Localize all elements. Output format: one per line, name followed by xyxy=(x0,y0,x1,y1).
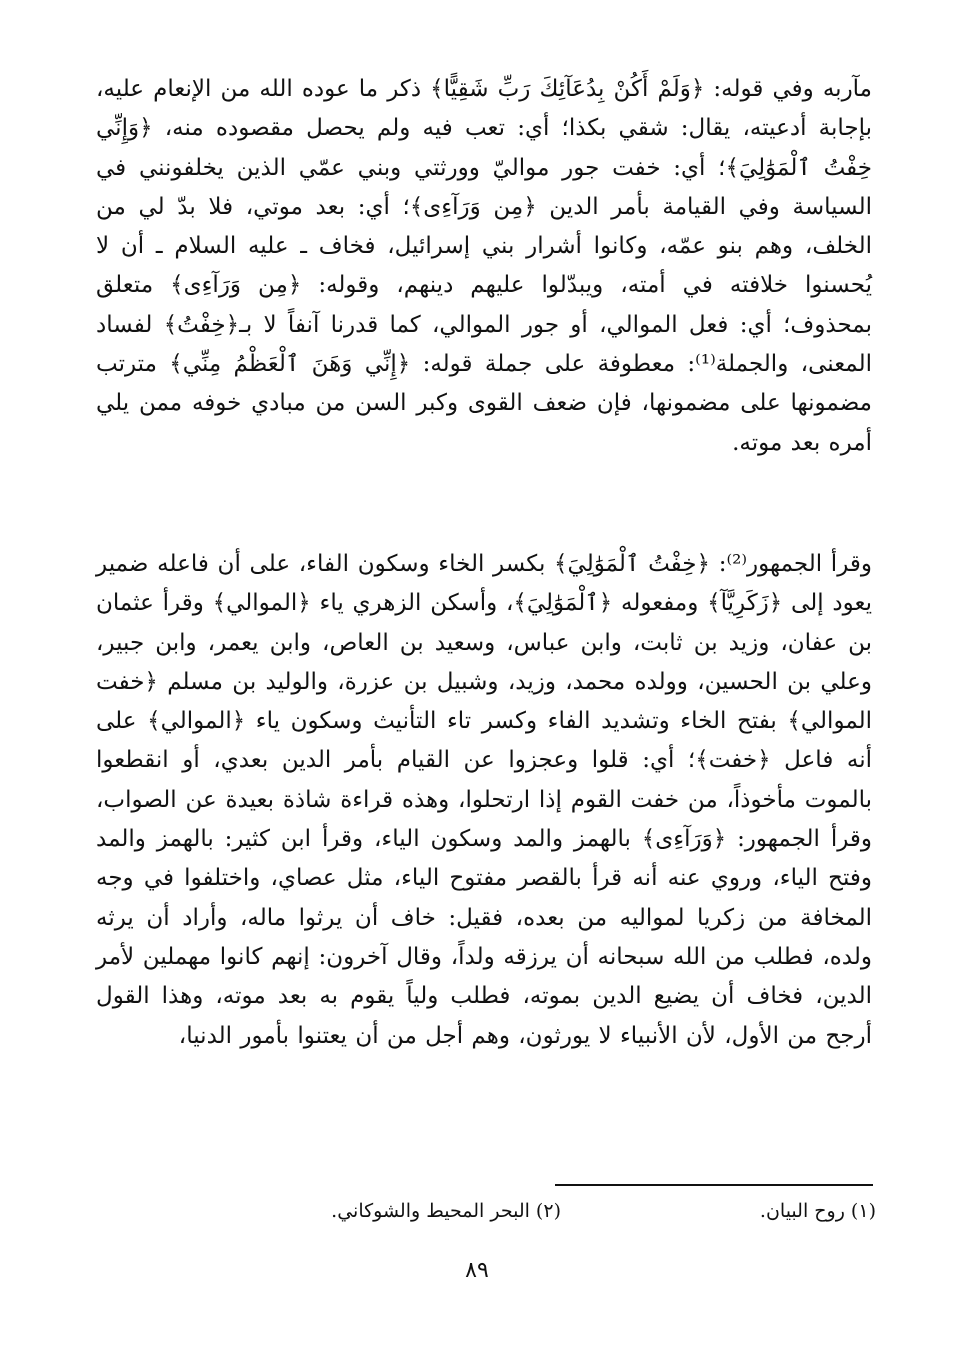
footnotes xyxy=(96,1200,876,1234)
line: وكسر تاء التأنيث وسكون ياء ﴿الموالي﴾ على أنه فاعل ﴿خفت﴾؛ أي: قلوا xyxy=(96,708,872,774)
line: ﴿الموالي﴾ وقرأ عثمان بن عفان، وزيد بن ثابت، وابن عباس، وسعيد بن xyxy=(96,590,872,656)
line: يُحسنوا خلافته في أمته، ويبدّلوا عليهم دينهم، وقوله: ﴿مِن وَرَآءِى﴾ متعلق xyxy=(96,272,872,299)
line: وشبيل بن عزرة، والوليد بن مسلم ﴿خفت الموالي﴾ بفتح الخاء وتشديد الفاء xyxy=(96,668,873,735)
line: القوم إذا ارتحلوا، وهذه قراءة شاذة بعيدة عن الصواب، وقرأ الجمهور: xyxy=(96,786,872,853)
line: لفساد المعنى، والجملة⁽¹⁾: معطوفة على جملة قوله: ﴿إِنِّي وَهَنَ ٱلْعَظْمُ مِنِّي﴾ xyxy=(96,311,872,378)
line: وروي عنه أنه قرأ بالقصر مفتوح الياء، مثل عصاي، واختلفوا في وجه المخافة xyxy=(96,865,873,931)
line: وعجزوا عن القيام بأمر الدين بعدي، أو انقطعوا بالموت مأخوذاً، من خفت xyxy=(96,747,873,813)
line: أرجح من الأول، لأن الأنبياء لا يورثون، وهم أجل من أن يعتنوا بأمور الدنيا، xyxy=(178,1022,872,1049)
line: فطلب من الله سبحانه أن يرزقه ولداً، وقال آخرون: إنهم كانوا مهملين لأمر xyxy=(96,943,814,970)
line: ﴿وَرَآءِى﴾ بالهمز والمد وسكون الياء، وقرأ ابن كثير: بالهمز والمد وفتح الياء، xyxy=(96,826,872,892)
line: الخلف، وهم بنو عمّه، وكانوا أشرار بني إسرائيل، فخاف ـ عليه السلام ـ أن لا xyxy=(96,233,872,260)
footnote-2: (٢) البحر المحيط والشوكاني. xyxy=(331,1200,561,1222)
footnote-divider xyxy=(555,1184,873,1186)
line: من زكريا لمواليه من بعده، فقيل: خاف أن يرثوا ماله، وأراد أن يرثه ولده، xyxy=(96,904,872,970)
line: بمحذوف؛ أي: فعل الموالي، أو جور الموالي، كما قدرنا آنفاً لا بـ﴿خِفْتُ﴾ xyxy=(163,311,872,338)
line: في السياسة وفي القيامة بأمر الدين ﴿مِن وَرَآءِى﴾؛ أي: بعد موتي، فلا بدّ لي من xyxy=(96,154,872,220)
line: مآربه وفي قوله: ﴿وَلَمْ أَكُنْ بِدُعَآئِكَ رَبِّ شَقِيًّا﴾ ذكر ما عوده الله من الإنعام xyxy=(153,76,873,102)
line: ممن يلي أمره بعد موته. xyxy=(96,390,872,456)
line: وقرأ الجمهور⁽²⁾: ﴿خِفْتُ ٱلْمَوَٰلِيَ﴾ بكسر الخاء وسكون الفاء، على أن xyxy=(217,551,872,577)
line: العاص، وابن يعمر، وابن جبير، وعلي بن الحسين، وولده محمد، وزيد، xyxy=(96,629,872,695)
page-number: ٨٩ xyxy=(465,1258,489,1283)
paragraph-2 xyxy=(96,545,872,1056)
line: الدين، فخاف أن يضيع الدين بموته، فطلب ولياً يقوم به بعد موته، وهذا القول xyxy=(96,983,872,1010)
paragraph-1 xyxy=(96,70,872,463)
line: ﴿وَإِنِّي خِفْتُ ٱلْمَوَٰلِيَ﴾؛ أي: خفت جور مواليّ وورثتي وبني عمّي الذين يخلفونني xyxy=(96,115,873,181)
footnote-1: (١) روح البيان. xyxy=(759,1200,876,1222)
line: مترتب مضمونها على مضمونها، فإن ضعف القوى وكبر السن من مبادي خوفه xyxy=(96,351,872,417)
line: فاعله ضمير يعود إلى ﴿زَكَرِيَّآ﴾ ومفعوله ﴿ٱلْمَوَٰلِيَ﴾، وأسكن الزهري ياء xyxy=(96,551,873,617)
line: عليه، بإجابة أدعيته، يقال: شقي بكذا؛ أي: تعب فيه ولم يحصل مقصوده منه، xyxy=(96,76,872,142)
